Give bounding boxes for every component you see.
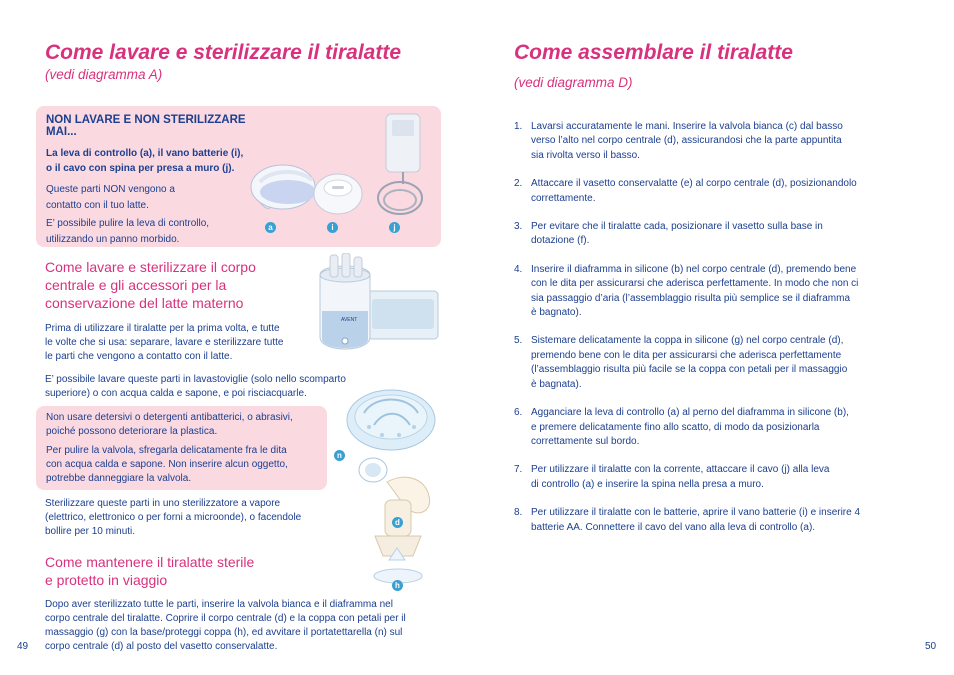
sterilizer-illustration: [308, 253, 443, 358]
section1-p1-line1: Prima di utilizzare il tiralatte per la prima volta, e tutte: [45, 323, 280, 334]
section2-heading-line1: Come mantenere il tiralatte sterile: [45, 554, 255, 570]
label-h: h: [392, 580, 403, 591]
step-number: 4.: [514, 263, 523, 275]
step-number: 8.: [514, 507, 523, 519]
step-line: sia rivolta verso il basso.: [531, 149, 640, 161]
box2-p2-line3: potrebbe danneggiare la valvola.: [46, 473, 192, 484]
section2-line2: corpo centrale del tiralatte. Coprire il corpo centrale (d) e la coppa con petali per il: [45, 613, 406, 624]
steps-list: [514, 120, 924, 535]
step-line: verso l’alto nel corpo centrale (d), assicurandosi che la parte appuntita: [531, 135, 842, 147]
step-item: [514, 506, 924, 535]
step-item: [514, 220, 924, 249]
step-line: è bagnata).: [531, 378, 582, 390]
step-item: [514, 120, 924, 163]
section1-heading-line3: conservazione del latte materno: [45, 295, 244, 311]
box2-p1-line2: poiché possono deteriorare la plastica.: [46, 426, 218, 437]
sterilize-paragraph: [45, 497, 335, 539]
warning-bold-line1: La leva di controllo (a), il vano batterie (i),: [46, 148, 244, 159]
right-page-subtitle: (vedi diagramma D): [514, 75, 633, 90]
step-number: 6.: [514, 407, 523, 419]
step-line: batterie AA. Connettere il cavo del vano alla leva di controllo (a).: [531, 521, 816, 533]
battery-pack-image: [314, 174, 362, 214]
page-number-right: 50: [925, 641, 937, 652]
step-line: di controllo (a) e inserire la spina nella presa a muro.: [531, 478, 764, 490]
box2-p1-line1: Non usare detersivi o detergenti antibatterici, o abrasivi,: [46, 412, 293, 423]
step-line: con le dita per assicurarsi che aderisca perfettamente. In modo che non ci: [531, 278, 859, 290]
right-title-block: [514, 41, 793, 90]
sterilize-line3: bollire per 10 minuti.: [45, 526, 136, 537]
section1-heading: [45, 258, 335, 312]
step-line: correttamente.: [531, 192, 596, 204]
step-number: 7.: [514, 464, 523, 476]
left-title-block: [45, 41, 401, 82]
warning-p1-line1: Queste parti NON vengono a: [46, 184, 175, 195]
section2-line4: corpo centrale (d) al posto del vasetto conservalatte.: [45, 641, 278, 652]
step-line: Inserire il diaframma in silicone (b) nel corpo centrale (d), premendo bene: [531, 263, 857, 275]
warning-heading: NON LAVARE E NON STERILIZZARE MAI...: [46, 114, 246, 138]
step-line: (l’assemblaggio risulta più facile se la coppa con petali per il massaggio: [531, 364, 848, 376]
section1-heading-line2: centrale e gli accessori per la: [45, 277, 227, 293]
box2-p2-line2: con acqua calda e sapone. Non inserire alcun oggetto,: [46, 459, 288, 470]
box2-p2-line1: Per pulire la valvola, sfregarla delicatamente fra le dita: [46, 445, 287, 456]
step-item: [514, 406, 924, 449]
step-number: 2.: [514, 178, 523, 190]
step-line: Attaccare il vasetto conservalatte (e) al corpo centrale (d), posizionandolo: [531, 178, 857, 190]
left-page-subtitle: (vedi diagramma A): [45, 67, 163, 82]
label-n: n: [334, 450, 345, 461]
step-line: Lavarsi accuratamente le mani. Inserire la valvola bianca (c) dal basso: [531, 121, 843, 132]
warning-bold-line2: o il cavo con spina per presa a muro (j).: [46, 163, 235, 174]
step-number: 5.: [514, 335, 523, 347]
section1-p2-line2: superiore) o con acqua calda e sapone, e poi risciacquarle.: [45, 388, 307, 399]
section2-line1: Dopo aver sterilizzato tutte le parti, inserire la valvola bianca e il diaframma nel: [45, 599, 393, 610]
step-item: [514, 463, 924, 492]
warning-p2-line2: utilizzando un panno morbido.: [46, 234, 180, 245]
step-line: Agganciare la leva di controllo (a) al perno del diaframma in silicone (b),: [531, 407, 849, 419]
warning-products-illustration: [248, 112, 438, 220]
label-d: d: [392, 517, 403, 528]
warning-box-text: [46, 114, 276, 248]
step-line: premendo bene con le dita per assicurarsi che aderisca perfettamente: [531, 349, 842, 361]
section2-heading: [45, 553, 335, 589]
step-item: [514, 177, 924, 206]
warning-p1-line2: contatto con il tuo latte.: [46, 200, 149, 211]
right-page-title: Come assemblare il tiralatte: [514, 41, 793, 64]
section1-p1-line3: le parti che vengono a contatto con il latte.: [45, 351, 233, 362]
page-number-left: 49: [17, 641, 29, 652]
warning-box-2-text: [46, 411, 326, 486]
left-page-title: Come lavare e sterilizzare il tiralatte: [45, 41, 402, 64]
assembly-steps: [514, 120, 924, 549]
step-number: 3.: [514, 221, 523, 233]
sterilize-line2: (elettrico, elettronico o per forni a microonde), o facendole: [45, 512, 302, 523]
label-j: j: [389, 222, 400, 233]
step-line: Per evitare che il tiralatte cada, posizionare il vasetto sulla base in: [531, 221, 823, 233]
label-i: i: [327, 222, 338, 233]
section2-heading-line2: e protetto in viaggio: [45, 572, 168, 588]
section2-body: [45, 598, 445, 654]
step-line: sia passaggio d’aria (l’assemblaggio risulta più semplice se il diaframma: [531, 292, 851, 304]
step-line: dotazione (f).: [531, 235, 590, 247]
sterilizer-brand: AVENT: [341, 317, 358, 323]
step-line: è bagnato).: [531, 307, 582, 319]
step-item: [514, 334, 924, 392]
sterilize-line1: Sterilizzare queste parti in uno sterilizzatore a vapore: [45, 498, 281, 509]
section1-p1-line2: le volte che si usa: separare, lavare e sterilizzare tutte: [45, 337, 284, 348]
label-a: a: [265, 222, 276, 233]
sterilizer-basket-illustration: [344, 365, 439, 455]
power-adapter-image: [378, 114, 422, 214]
step-number: 1.: [514, 121, 523, 132]
step-line: e premere delicatamente fino allo scatto, di modo da posizionarla: [531, 421, 820, 433]
step-line: correttamente sul bordo.: [531, 435, 640, 447]
control-lever-image: [251, 165, 316, 209]
section1-p2-line1: E’ possibile lavare queste parti in lavastoviglie (solo nello scomparto: [45, 374, 346, 385]
step-line: Sistemare delicatamente la coppa in silicone (g) nel corpo centrale (d),: [531, 335, 844, 347]
step-line: Per utilizzare il tiralatte con la corrente, attaccare il cavo (j) alla leva: [531, 464, 830, 476]
step-item: [514, 263, 924, 321]
warning-p2-line1: E’ possibile pulire la leva di controllo,: [46, 218, 210, 229]
step-line: Per utilizzare il tiralatte con le batterie, aprire il vano batterie (i) e inserire 4: [531, 507, 861, 519]
section2-line3: massaggio (g) con la base/proteggi coppa (h), ed avvitare il portatettarella (n) sul: [45, 627, 403, 638]
section1-heading-line1: Come lavare e sterilizzare il corpo: [45, 259, 256, 275]
